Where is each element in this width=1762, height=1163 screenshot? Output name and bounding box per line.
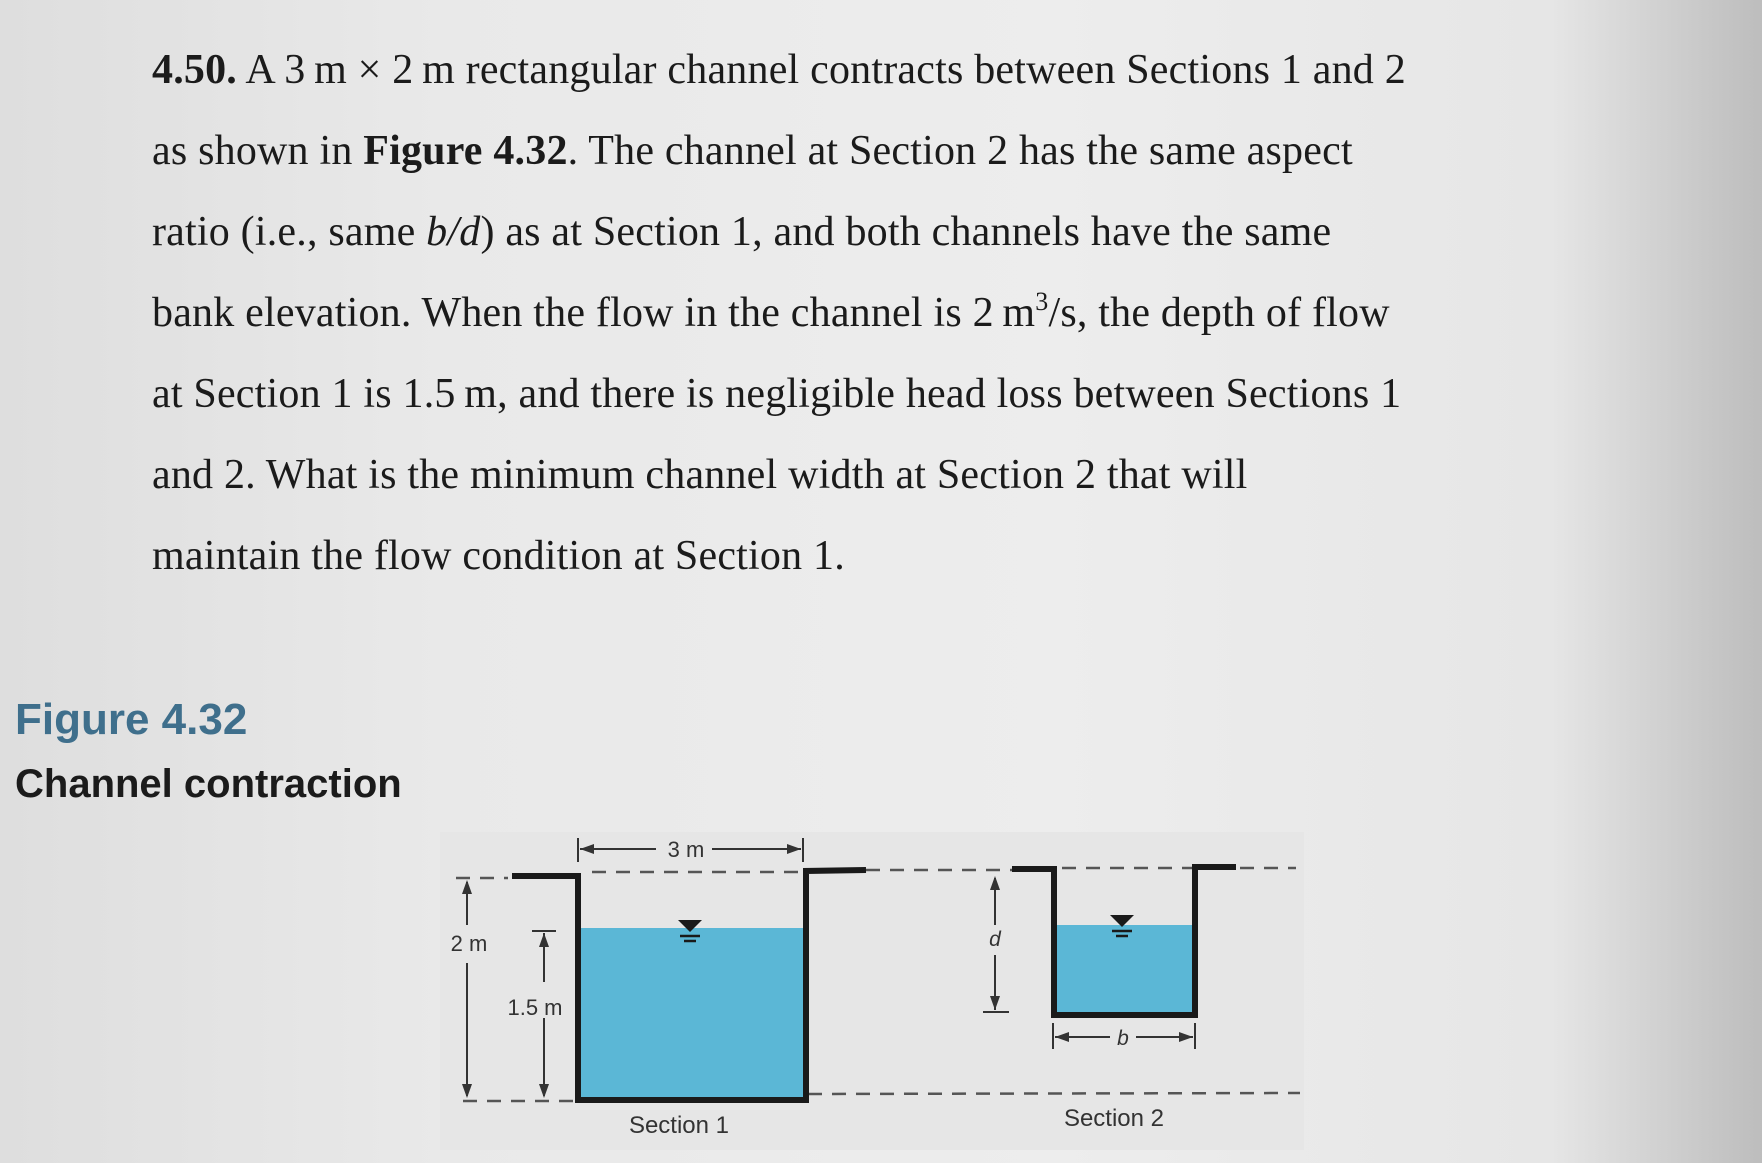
figure-reference: Figure 4.32 (363, 128, 568, 174)
depth1-label: 1.5 m (507, 995, 563, 1020)
problem-line-4: bank elevation. When the flow in the channel is 2 $m^3/s$, the depth of flow (152, 287, 1390, 336)
problem-line-6: and 2. What is the minimum channel width at Section 2 that will (152, 452, 1248, 498)
section1-label: Section 1 (628, 1112, 730, 1139)
problem-line-5: at Section 1 is 1.5 m, and there is negligible head loss between Sections 1 (152, 371, 1402, 417)
problem-line-3: ratio (i.e., same b/d) as at Section 1, and both channels have the same (152, 209, 1332, 255)
figure-caption: Channel contraction (15, 762, 402, 806)
section2-water (1056, 925, 1193, 1013)
figure-number: Figure 4.32 (15, 695, 248, 744)
section1-water (580, 928, 806, 1098)
problem-line-2: as shown in Figure 4.32. The channel at Section 2 has the same aspect (152, 128, 1353, 174)
width1-label: 3 m (667, 837, 705, 862)
problem-number: 4.50. (152, 47, 237, 93)
width2-label: b (1117, 1027, 1129, 1050)
depth2-label: d (989, 928, 1001, 951)
problem-line-1: 4.50. A 3 m × 2 m rectangular channel contracts between Sections 1 and 2 (152, 47, 1406, 93)
problem-line-7: maintain the flow condition at Section 1. (152, 533, 845, 579)
bottom-dashed-right (808, 1093, 1300, 1094)
height1-label: 2 m (450, 931, 488, 956)
aspect-ratio-variable: b/d (426, 209, 481, 255)
section2-label: Section 2 (1063, 1105, 1165, 1132)
